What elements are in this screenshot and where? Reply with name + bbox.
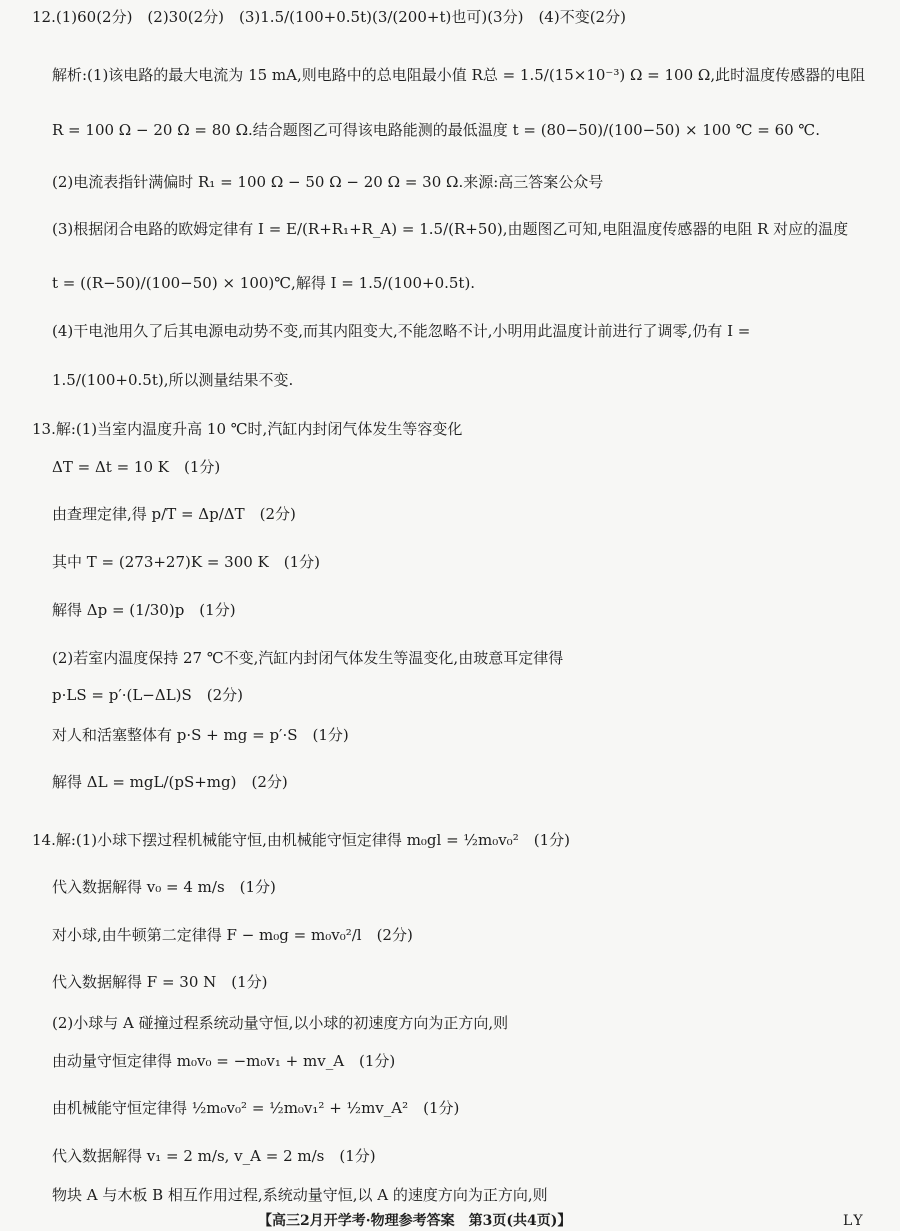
q13-step-3: 其中 T = (273+27)K = 300 K (1分) [52, 553, 321, 571]
q13-step-7: 对人和活塞整体有 p·S + mg = p′·S (1分) [52, 726, 349, 744]
q14-step-1: 代入数据解得 v₀ = 4 m/s (1分) [52, 878, 276, 896]
page-footer [0, 1212, 900, 1231]
q12-analysis-4: (3)根据闭合电路的欧姆定律有 I = E/(R+R₁+R_A) = 1.5/(R+50),由题图乙可知,电阻温度传感器的电阻 R 对应的温度 [52, 220, 849, 238]
q14-step-5: 由动量守恒定律得 m₀v₀ = −m₀v₁ + mv_A (1分) [52, 1052, 396, 1070]
footer-title: 【高三2月开学考·物理参考答案 第3页(共4页)】 [258, 1213, 572, 1229]
q12-analysis-2: R = 100 Ω − 20 Ω = 80 Ω.结合题图乙可得该电路能测的最低温度 t = (80−50)/(100−50) × 100 ℃ = 60 ℃. [52, 121, 820, 139]
q12-analysis-5: t = ((R−50)/(100−50) × 100)℃,解得 I = 1.5/(100+0.5t). [52, 274, 476, 292]
q12-analysis-6: (4)干电池用久了后其电源电动势不变,而其内阻变大,不能忽略不计,小明用此温度计前进行了调零,仍有 I = [52, 322, 751, 340]
q14-step-4: (2)小球与 A 碰撞过程系统动量守恒,以小球的初速度方向为正方向,则 [52, 1014, 509, 1032]
q13-step-6: p·LS = p′·(L−ΔL)S (2分) [52, 686, 244, 704]
q13-step-1: ΔT = Δt = 10 K (1分) [52, 458, 221, 476]
q14-step-3: 代入数据解得 F = 30 N (1分) [52, 973, 268, 991]
q12-analysis-3: (2)电流表指针满偏时 R₁ = 100 Ω − 50 Ω − 20 Ω = 30 Ω.来源:高三答案公众号 [52, 173, 604, 191]
q12-answer-line: 12.(1)60(2分) (2)30(2分) (3)1.5/(100+0.5t)(3/(200+t)也可)(3分) (4)不变(2分) [32, 8, 626, 26]
q14-step-8: 物块 A 与木板 B 相互作用过程,系统动量守恒,以 A 的速度方向为正方向,则 [52, 1186, 548, 1204]
q13-step-4: 解得 Δp = (1/30)p (1分) [52, 601, 236, 619]
q14-title: 14.解:(1)小球下摆过程机械能守恒,由机械能守恒定律得 m₀gl = ½m₀v₀² (1分) [32, 831, 570, 849]
q13-step-5: (2)若室内温度保持 27 ℃不变,汽缸内封闭气体发生等温变化,由玻意耳定律得 [52, 649, 564, 667]
q14-step-2: 对小球,由牛顿第二定律得 F − m₀g = m₀v₀²/l (2分) [52, 926, 413, 944]
q14-step-6: 由机械能守恒定律得 ½m₀v₀² = ½m₀v₁² + ½mv_A² (1分) [52, 1099, 460, 1117]
q14-step-7: 代入数据解得 v₁ = 2 m/s, v_A = 2 m/s (1分) [52, 1147, 376, 1165]
q13-step-8: 解得 ΔL = mgL/(pS+mg) (2分) [52, 773, 288, 791]
q12-analysis-7: 1.5/(100+0.5t),所以测量结果不变. [52, 371, 294, 389]
q12-analysis-1: 解析:(1)该电路的最大电流为 15 mA,则电路中的总电阻最小值 R总 = 1.5/(15×10⁻³) Ω = 100 Ω,此时温度传感器的电阻 [52, 66, 866, 84]
q13-step-2: 由查理定律,得 p/T = Δp/ΔT (2分) [52, 505, 296, 523]
footer-code: LY [843, 1213, 865, 1229]
q13-title: 13.解:(1)当室内温度升高 10 ℃时,汽缸内封闭气体发生等容变化 [32, 420, 463, 438]
